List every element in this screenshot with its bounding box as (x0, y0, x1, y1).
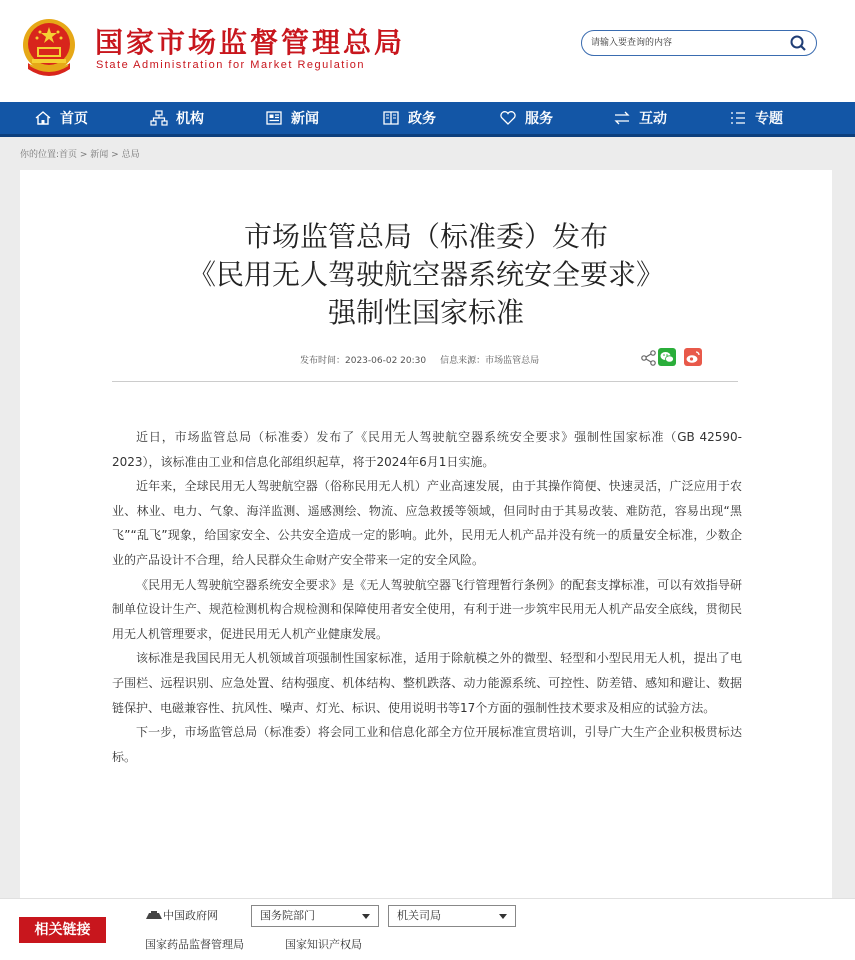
exchange-icon (613, 110, 631, 126)
nav-home[interactable] (34, 102, 88, 134)
footer (0, 898, 855, 960)
share-icon[interactable] (639, 348, 659, 368)
nav-org-label: 机构 (176, 111, 204, 127)
heart-icon (499, 110, 517, 126)
chevron-down-icon (362, 914, 370, 919)
search-icon[interactable] (788, 34, 808, 52)
title-line-2: 《民用无人驾驶航空器系统安全要求》 (187, 258, 664, 291)
article-card (20, 170, 832, 898)
state-council-select[interactable] (251, 905, 379, 927)
title-divider (112, 381, 738, 382)
paragraph-3: 《民用无人驾驶航空器系统安全要求》是《无人驾驶航空器飞行管理暂行条例》的配套支撑标准，可以有效指导研制单位设计生产、规范检测机构合规检测和保障使用者安全使用，有利于进一步筑牢民用无人机产品安全底线，贯彻民用无人机管理要求，促进民用无人机产业健康发展。 (112, 577, 742, 641)
site-name-cn[interactable]: 国家市场监督管理总局 (95, 26, 406, 59)
nav-service[interactable] (499, 102, 553, 134)
paragraph-2: 近年来，全球民用无人驾驶航空器（俗称民用无人机）产业高速发展，由于其操作简便、快速灵活，广泛应用于农业、林业、电力、气象、海洋监测、遥感测绘、物流、应急救援等领域，但同时由于其易改装、难防范，容易出现“黑飞”“乱飞”现象，给国家安全、公共安全造成一定的影响。此外，民用无人机产品并没有统一的质量安全标准，少数企业的产品设计不合理，给人民群众生命财产安全带来一定的安全风险。 (112, 479, 742, 567)
nav-news-label: 新闻 (291, 111, 319, 127)
gov-logo-icon (145, 910, 163, 920)
nmpa-link[interactable]: 国家药品监督管理局 (145, 938, 244, 951)
nav-gov-label: 政务 (408, 111, 436, 127)
nav-topic-label: 专题 (755, 111, 783, 127)
nav-home-label: 首页 (60, 111, 88, 127)
article-meta (300, 353, 553, 366)
bureau-select[interactable] (388, 905, 516, 927)
nav-news[interactable] (265, 102, 319, 134)
document-icon (382, 110, 400, 126)
nav-org[interactable] (150, 102, 204, 134)
article-title (20, 218, 832, 332)
main-nav (0, 102, 855, 137)
wechat-share-icon[interactable] (658, 348, 676, 366)
nav-interact[interactable] (613, 102, 667, 134)
title-line-3: 强制性国家标准 (327, 296, 524, 329)
nav-service-label: 服务 (525, 111, 553, 127)
national-emblem-icon[interactable] (20, 17, 78, 79)
org-chart-icon (150, 110, 168, 126)
paragraph-4: 该标准是我国民用无人机领域首项强制性国家标准，适用于除航模之外的微型、轻型和小型民用无人机，提出了电子围栏、远程识别、应急处置、结构强度、机体结构、整机跌落、动力能源系统、可控性、防差错、感知和避让、数据链保护、电磁兼容性、抗风性、噪声、灯光、标识、使用说明书等17个方面的强制性技术要求及相应的试验方法。 (112, 651, 742, 715)
bureau-select-value: 机关司局 (397, 909, 441, 922)
chevron-down-icon (499, 914, 507, 919)
weibo-icon (684, 348, 702, 366)
site-name-en[interactable]: State Administration for Market Regulation (96, 59, 366, 71)
wechat-icon (658, 348, 676, 366)
cnipa-link[interactable]: 国家知识产权局 (285, 938, 362, 951)
gov-site-label: 中国政府网 (163, 909, 218, 922)
weibo-share-icon[interactable] (684, 348, 702, 366)
title-line-1: 市场监管总局（标准委）发布 (243, 220, 608, 253)
breadcrumb (20, 147, 140, 160)
breadcrumb-prefix: 你的位置: (20, 150, 60, 160)
related-links-label: 相关链接 (19, 917, 106, 943)
publish-time: 发布时间：2023-06-02 20:30 (300, 356, 427, 366)
site-header (0, 0, 855, 102)
nav-gov[interactable] (382, 102, 436, 134)
search-input[interactable] (591, 35, 781, 51)
state-council-select-value: 国务院部门 (260, 909, 315, 922)
list-icon (729, 110, 747, 126)
paragraph-5: 下一步，市场监管总局（标准委）将会同工业和信息化部全方位开展标准宣贯培训，引导广大生产企业积极贯标达标。 (112, 725, 742, 764)
breadcrumb-path[interactable]: 首页 > 新闻 > 总局 (59, 150, 140, 160)
article-source: 信息来源：市场监管总局 (440, 356, 540, 366)
paragraph-1: 近日，市场监管总局（标准委）发布了《民用无人驾驶航空器系统安全要求》强制性国家标准（GB 42590-2023），该标准由工业和信息化部组织起草，将于2024年6月1日实施。 (112, 430, 742, 469)
search-box (581, 30, 817, 56)
home-icon (34, 110, 52, 126)
nav-interact-label: 互动 (639, 111, 667, 127)
article-body (112, 425, 742, 769)
news-icon (265, 110, 283, 126)
nav-topic[interactable] (729, 102, 783, 134)
gov-site-link[interactable] (145, 907, 218, 923)
